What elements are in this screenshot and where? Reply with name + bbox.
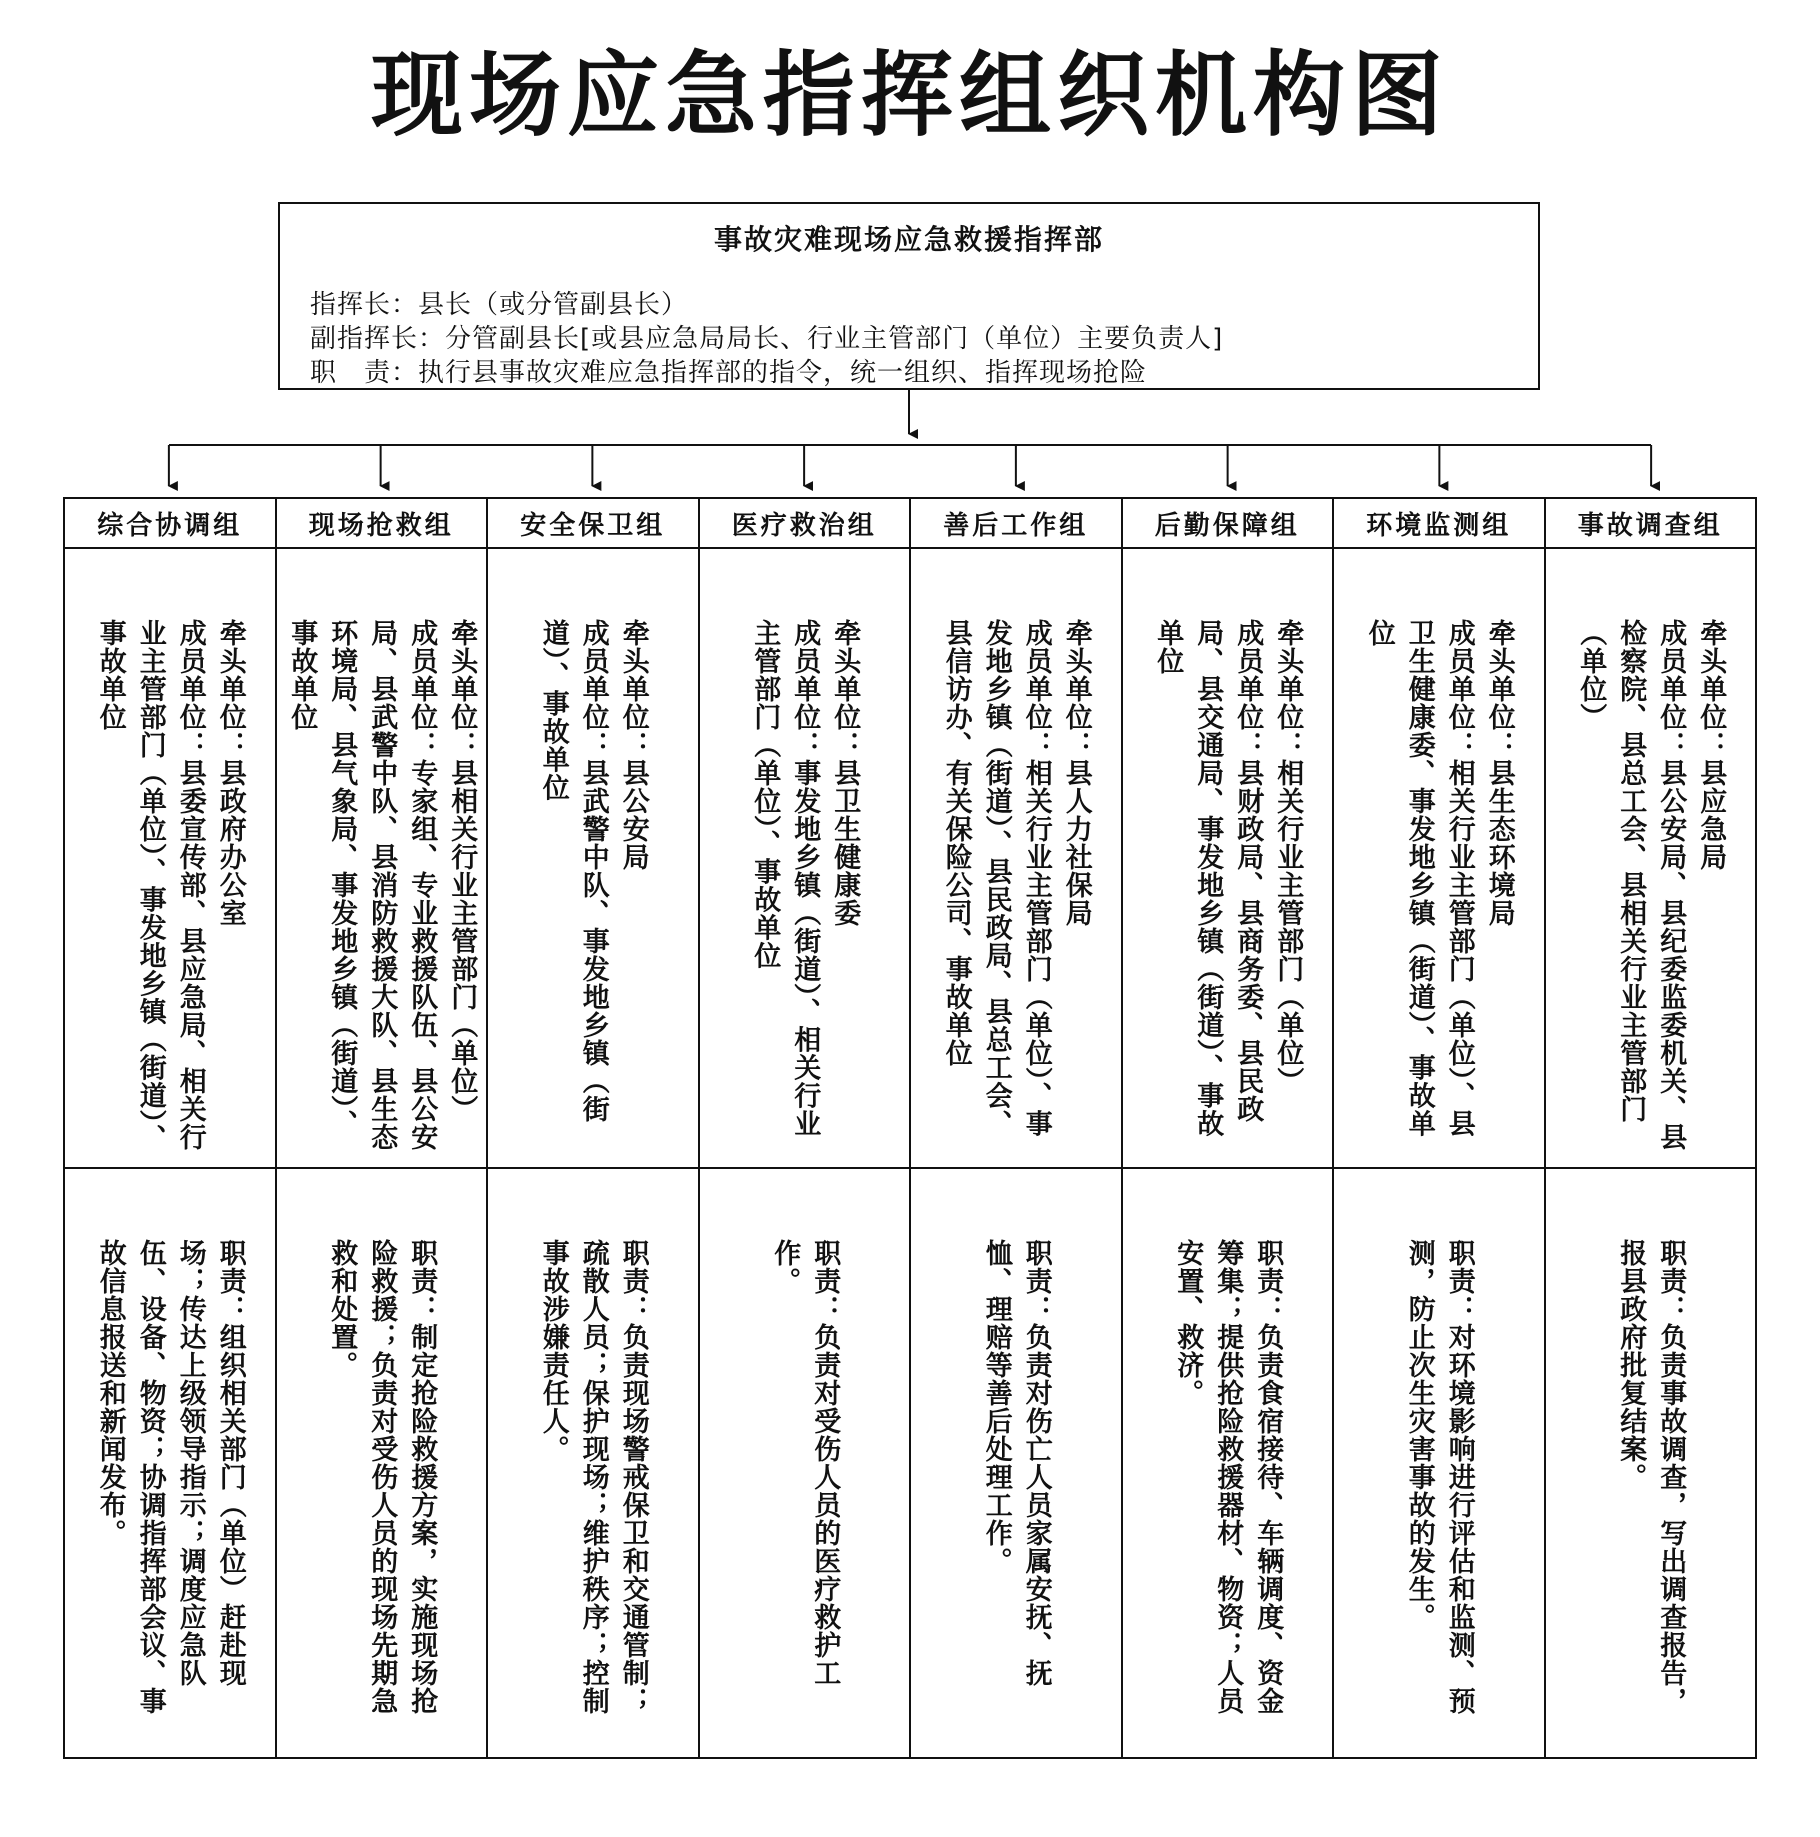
headquarters-name: 事故灾难现场应急救援指挥部 <box>713 223 1104 256</box>
groups-table <box>63 497 1757 1759</box>
group-column-diaocha <box>1546 499 1756 1757</box>
group-duty: 职责：负责事故调查，写出调查报告，报县政府批复结案。 <box>1615 1239 1687 1715</box>
group-name: 医疗救治组 <box>700 499 910 549</box>
deputy-commander-line: 副指挥长：分管副县长[或县应急局局长、行业主管部门（单位）主要负责人] <box>310 324 1224 354</box>
group-duty: 职责：负责对伤亡人员家属安抚、抚恤、理赔等善后处理工作。 <box>980 1239 1052 1687</box>
group-name: 事故调查组 <box>1546 499 1756 549</box>
headquarters-duty-line: 职 责：执行县事故灾难应急指挥部的指令，统一组织、指挥现场抢险 <box>310 358 1148 388</box>
group-name: 善后工作组 <box>911 499 1121 549</box>
group-name: 综合协调组 <box>65 499 275 549</box>
group-units: 牵头单位：县卫生健康委 成员单位：事发地乡镇（街道）、相关行业主管部门（单位）、事故单位 <box>749 619 861 1138</box>
group-duty: 职责：负责现场警戒保卫和交通管制；疏散人员；保护现场；维护秩序；控制事故涉嫌责任人。 <box>537 1239 649 1715</box>
group-name: 后勤保障组 <box>1123 499 1333 549</box>
group-duty: 职责：组织相关部门（单位）赶赴现场；传达上级领导指示；调度应急队伍、设备、物资；协调指挥部会议、事故信息报送和新闻发布。 <box>94 1239 246 1715</box>
group-units: 牵头单位：县应急局 成员单位：县公安局、县纪委监委机关、县检察院、县总工会、县相关行业主管部门（单位） <box>1575 619 1727 1151</box>
group-duty: 职责：制定抢险救援方案，实施现场抢险救援；负责对受伤人员的现场先期急救和处置。 <box>326 1239 438 1715</box>
group-units: 牵头单位：县政府办公室 成员单位：县委宣传部、县应急局、相关行业主管部门（单位）、事发地乡镇（街道）、事故单位 <box>94 619 246 1152</box>
group-column-qiangjiu <box>277 499 489 1757</box>
chart-title: 现场应急指挥组织机构图 <box>370 41 1449 149</box>
group-column-anquan <box>488 499 700 1757</box>
group-units: 牵头单位：县公安局 成员单位：县武警中队、事发地乡镇（街道）、事故单位 <box>537 619 649 1123</box>
group-name: 现场抢救组 <box>277 499 487 549</box>
group-column-zonghe <box>65 499 277 1757</box>
group-units: 牵头单位：县相关行业主管部门（单位） 成员单位：专家组、专业救援队伍、县公安局、县武警中队、县消防救援大队、县生态环境局、县气象局、事发地乡镇（街道）、事故单位 <box>286 619 478 1151</box>
group-column-huanjing <box>1334 499 1546 1757</box>
group-units: 牵头单位：县生态环境局 成员单位：相关行业主管部门（单位）、县卫生健康委、事发地乡镇（街道）、事故单位 <box>1363 619 1515 1138</box>
group-units: 牵头单位：相关行业主管部门（单位） 成员单位：县财政局、县商务委、县民政局、县交通局、事发地乡镇（街道）、事故单位 <box>1152 619 1304 1138</box>
group-duty: 职责：负责对受伤人员的医疗救护工作。 <box>769 1239 841 1687</box>
connector-lines <box>0 0 1820 497</box>
group-name: 环境监测组 <box>1334 499 1544 549</box>
group-units: 牵头单位：县人力社保局 成员单位：相关行业主管部门（单位）、事发地乡镇（街道）、县民政局、县总工会、县信访办、有关保险公司、事故单位 <box>940 619 1092 1138</box>
group-column-shanhou <box>911 499 1123 1757</box>
group-duty: 职责：负责食宿接待、车辆调度、资金筹集；提供抢险救援器材、物资；人员安置、救济。 <box>1172 1239 1284 1715</box>
commander-line: 指挥长：县长（或分管副县长） <box>310 290 689 320</box>
group-name: 安全保卫组 <box>488 499 698 549</box>
group-column-houqin <box>1123 499 1335 1757</box>
group-column-yiliao <box>700 499 912 1757</box>
group-duty: 职责：对环境影响进行评估和监测、预测，防止次生灾害事故的发生。 <box>1403 1239 1475 1715</box>
